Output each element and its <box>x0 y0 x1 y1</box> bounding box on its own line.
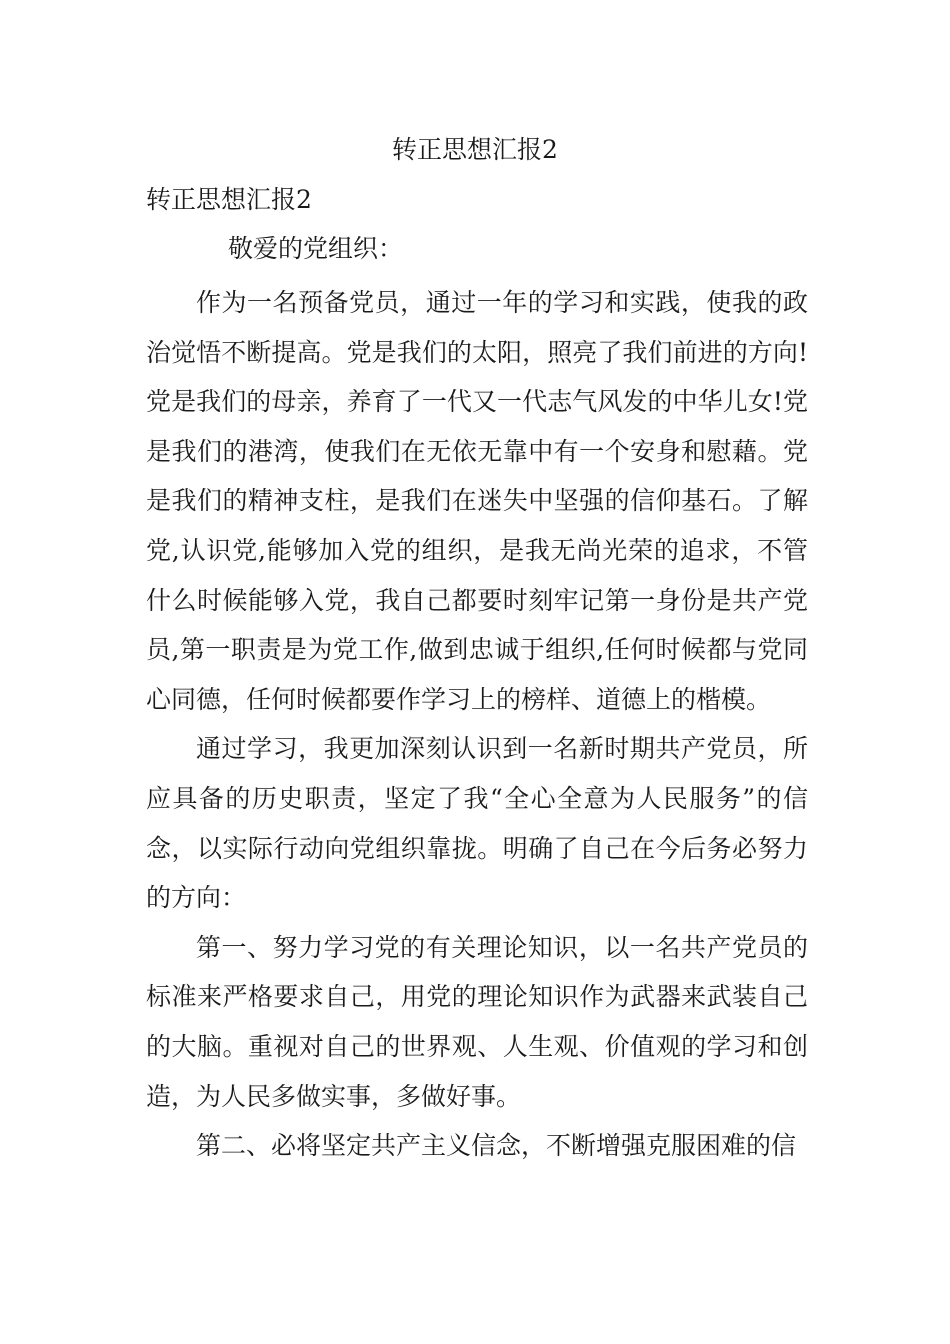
paragraph-3: 第一、努力学习党的有关理论知识，以一名共产党员的标准来严格要求自己，用党的理论知识作为武器来武装自己的大脑。重视对自己的世界观、人生观、价值观的学习和创造，为人民多做实事，多做好事。 <box>146 932 808 1111</box>
page-title: 转正思想汇报2 <box>392 135 558 164</box>
document-subtitle: 转正思想汇报2 <box>146 185 312 214</box>
paragraph-2: 通过学习，我更加深刻认识到一名新时期共产党员，所应具备的历史职责，坚定了我“全心全意为人民服务”的信念，以实际行动向党组织靠拢。明确了自己在今后务必努力的方向： <box>146 734 808 913</box>
salutation: 敬爱的党组织： <box>228 234 404 263</box>
paragraph-4: 第二、必将坚定共产主义信念，不断增强克服困难的信 <box>196 1131 797 1161</box>
body-text <box>146 278 808 1171</box>
paragraph-1: 作为一名预备党员，通过一年的学习和实践，使我的政治觉悟不断提高。党是我们的太阳，照亮了我们前进的方向!党是我们的母亲，养育了一代又一代志气风发的中华儿女!党是我们的港湾，使我们在无依无靠中有一个安身和慰藉。党是我们的精神支柱，是我们在迷失中坚强的信仰基石。了解党,认识党,能够加入党的组织，是我无尚光荣的追求，不管什么时候能够入党，我自己都要时刻牢记第一身份是共产党员,第一职责是为党工作,做到忠诚于组织,任何时候都与党同心同德，任何时候都要作学习上的榜样、道德上的楷模。 <box>146 288 808 714</box>
